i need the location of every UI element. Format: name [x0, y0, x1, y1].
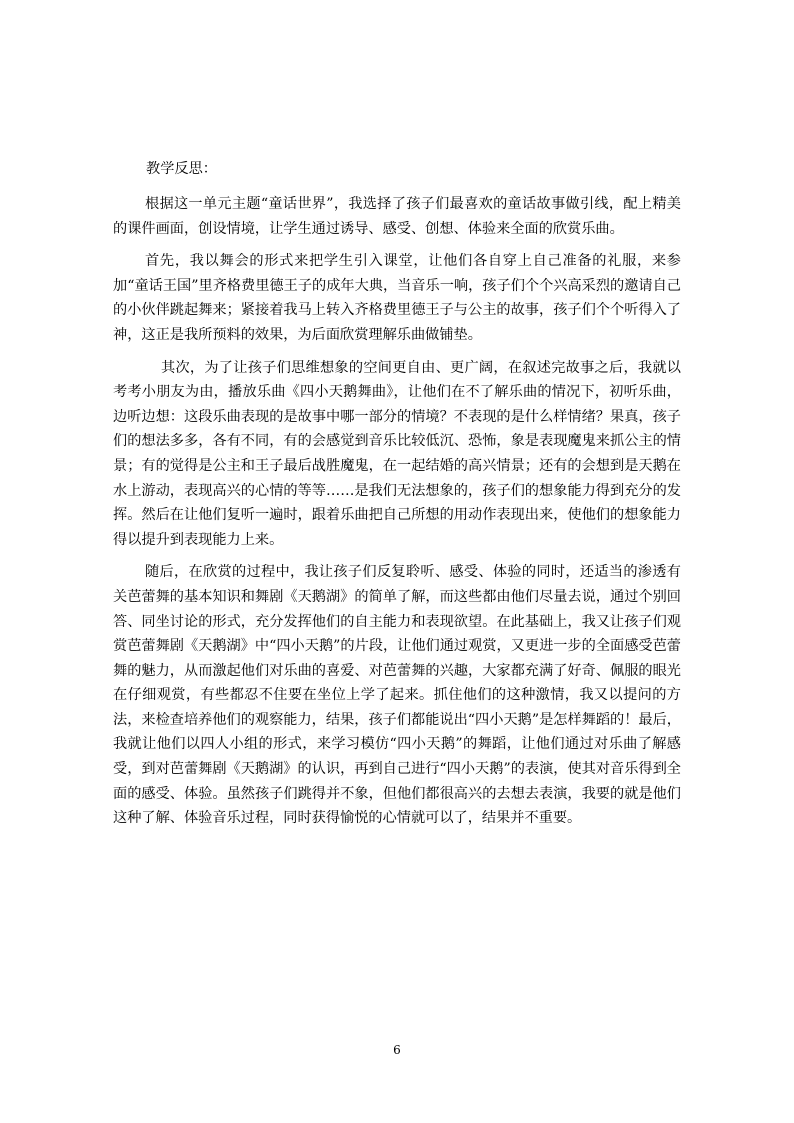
page-content	[113, 156, 681, 839]
page-number: 6	[393, 1043, 401, 1057]
paragraph-second: 其次，为了让孩子们思维想象的空间更自由、更广阔，在叙述完故事之后，我就以考考小朋友为由，播放乐曲《四小天鹅舞曲》，让他们在不了解乐曲的情况下，初听乐曲，边听边想：这段乐曲表现的是故事中哪一部分的情境？不表现的是什么样情绪？果真，孩子们的想法多多，各有不同，有的会感觉到音乐比较低沉、恐怖，象是表现魔鬼来抓公主的情景；有的觉得是公主和王子最后战胜魔鬼，在一起结婚的高兴情景；还有的会想到是天鹅在水上游动，表现高兴的心情的等等……是我们无法想象的，孩子们的想象能力得到充分的发挥。然后在让他们复听一遍时，跟着乐曲把自己所想的用动作表现出来，使他们的想象能力得以提升到表现能力上来。	[113, 359, 681, 548]
section-heading: 教学反思：	[146, 161, 217, 177]
paragraph-intro: 根据这一单元主题“童话世界”，我选择了孩子们最喜欢的童话故事做引线，配上精美的课件画面，创设情境，让学生通过诱导、感受、创想、体验来全面的欣赏乐曲。	[113, 196, 681, 237]
paragraph-third: 随后，在欣赏的过程中，我让孩子们反复聆听、感受、体验的同时，还适当的渗透有关芭蕾舞的基本知识和舞剧《天鹅湖》的简单了解，而这些都由他们尽量去说，通过个别回答、同坐讨论的形式，充分发挥他们的自主能力和表现欲望。在此基础上，我又让孩子们观赏芭蕾舞剧《天鹅湖》中“四小天鹅”的片段，让他们通过观赏，又更进一步的全面感受芭蕾舞的魅力，从而激起他们对乐曲的喜爱、对芭蕾舞的兴趣，大家都充满了好奇、佩服的眼光在仔细观赏，有些都忍不住要在坐位上学了起来。抓住他们的这种激情，我又以提问的方法，来检查培养他们的观察能力，结果，孩子们都能说出“四小天鹅”是怎样舞蹈的！最后，我就让他们以四人小组的形式，来学习模仿“四小天鹅”的舞蹈，让他们通过对乐曲了解感受，到对芭蕾舞剧《天鹅湖》的认识，再到自己进行“四小天鹅”的表演，使其对音乐得到全面的感受、体验。虽然孩子们跳得并不象，但他们都很高兴的去想去表演，我要的就是他们这种了解、体验音乐过程，同时获得愉悦的心情就可以了，结果并不重要。	[113, 564, 681, 827]
paragraph-first: 首先，我以舞会的形式来把学生引入课堂，让他们各自穿上自己准备的礼服，来参加“童话王国”里齐格费里德王子的成年大典，当音乐一响，孩子们个个兴高采烈的邀请自己的小伙伴跳起舞来；紧接着我马上转入齐格费里德王子与公主的故事，孩子们个个听得入了神，这正是我所预料的效果，为后面欣赏理解乐曲做铺垫。	[113, 253, 681, 343]
